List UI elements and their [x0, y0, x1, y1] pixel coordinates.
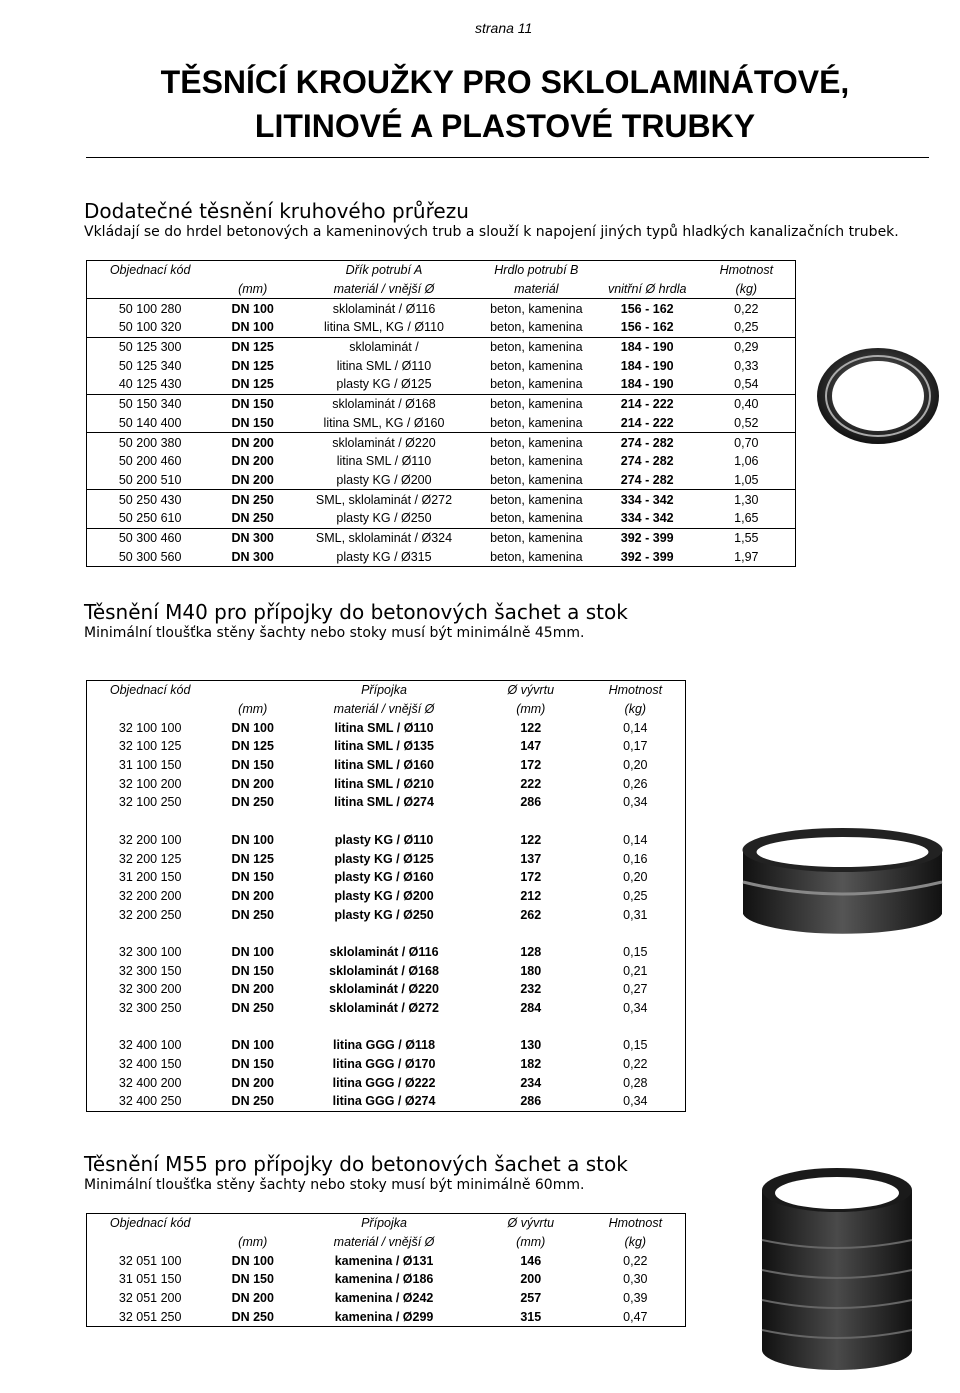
- table-cell: 0,15: [623, 944, 648, 959]
- table-cell: 0,17: [623, 739, 648, 754]
- table-cell: DN 200: [231, 982, 274, 997]
- table-cell: plasty KG / Ø250: [336, 511, 432, 526]
- table-cell: plasty KG / Ø125: [334, 851, 434, 866]
- table-cell: 0,70: [698, 433, 796, 452]
- table-cell: sklolaminát / Ø272: [329, 1001, 439, 1016]
- table-cell: 32 100 125: [118, 739, 182, 754]
- table-cell: kamenina / Ø186: [334, 1272, 434, 1287]
- table-cell: 1,97: [734, 549, 759, 564]
- table-cell: 0,14: [623, 720, 648, 735]
- table-cell: DN 200: [231, 1291, 274, 1306]
- header-cell: Dřík potrubí A: [345, 263, 423, 278]
- table-cell: DN 100: [231, 832, 274, 847]
- table-cell: kamenina / Ø299: [334, 1309, 434, 1324]
- table-cell: 184 - 190: [597, 337, 698, 356]
- table-cell: 1,05: [734, 472, 759, 487]
- table-row: [87, 868, 686, 887]
- table-cell: 50 200 460: [118, 454, 182, 469]
- table-cell: 184 - 190: [620, 358, 674, 373]
- table-cell: DN 150: [213, 394, 292, 413]
- table-cell: sklolaminát / Ø116: [292, 299, 476, 318]
- table-cell: 0,33: [734, 358, 759, 373]
- table-cell: litina SML / Ø110: [336, 454, 432, 469]
- table-cell: plasty KG / Ø315: [336, 549, 432, 564]
- table-cell: 128: [520, 944, 542, 959]
- table-cell: litina GGG / Ø222: [332, 1075, 436, 1090]
- table-cell: 50 140 400: [118, 415, 182, 430]
- table-row: [87, 1270, 686, 1289]
- table-cell: 0,21: [623, 963, 648, 978]
- table-cell: 284: [520, 1001, 542, 1016]
- table-cell: 200: [520, 1272, 542, 1287]
- table-cell: 147: [520, 739, 542, 754]
- table-cell: DN 200: [231, 888, 274, 903]
- table-cell: DN 150: [231, 1057, 274, 1072]
- table-cell: 32 200 100: [118, 832, 182, 847]
- header-cell: [597, 261, 698, 280]
- table-cell: 334 - 342: [597, 490, 698, 509]
- table-row: [87, 299, 796, 318]
- table-cell: DN 300: [213, 528, 292, 547]
- table-cell: 0,22: [623, 1253, 648, 1268]
- table-row: [87, 547, 796, 566]
- table-cell: 32 100 100: [118, 720, 182, 735]
- table-cell: beton, kamenina: [476, 433, 597, 452]
- table-cell: DN 100: [231, 320, 274, 335]
- table-cell: 0,34: [623, 1001, 648, 1016]
- table-row: [87, 471, 796, 490]
- table-cell: 32 200 125: [118, 851, 182, 866]
- header-cell: [87, 1233, 214, 1252]
- table-cell: SML, sklolaminát / Ø324: [292, 528, 476, 547]
- table-cell: DN 125: [231, 739, 274, 754]
- table-cell: DN 100: [231, 1253, 274, 1268]
- table-cell: beton, kamenina: [490, 472, 583, 487]
- header-cell: Přípojka: [361, 1216, 407, 1231]
- table-row: [87, 433, 796, 452]
- table-m40-seals: [86, 680, 686, 1112]
- table-row: [87, 905, 686, 924]
- table-cell: 0,31: [623, 907, 648, 922]
- header-cell: Ø vývrtu: [507, 683, 555, 698]
- table-cell: 180: [520, 963, 542, 978]
- header-cell: materiál / vnější Ø: [333, 282, 435, 297]
- table-cell: litina SML / Ø110: [334, 720, 434, 735]
- table-cell: 50 200 380: [87, 433, 214, 452]
- group-spacer: [87, 924, 686, 943]
- table-row: [87, 1289, 686, 1308]
- table-cell: litina SML / Ø210: [334, 776, 434, 791]
- table-cell: 1,55: [698, 528, 796, 547]
- table-cell: plasty KG / Ø200: [334, 888, 434, 903]
- table-cell: 1,06: [734, 454, 759, 469]
- header-cell: [87, 700, 214, 719]
- table-cell: 0,28: [623, 1075, 648, 1090]
- header-cell: materiál: [514, 282, 559, 297]
- header-cell: Objednací kód: [109, 683, 191, 698]
- table-cell: beton, kamenina: [490, 320, 583, 335]
- table-cell: 0,22: [623, 1057, 648, 1072]
- table-cell: 0,20: [623, 758, 648, 773]
- table-cell: 172: [520, 870, 542, 885]
- header-cell: Hmotnost: [719, 263, 774, 278]
- table-m55-seals: [86, 1213, 686, 1327]
- table-cell: 0,15: [623, 1038, 648, 1053]
- table-row: [87, 774, 686, 793]
- page-number: strana 11: [475, 20, 533, 36]
- table-cell: sklolaminát / Ø116: [329, 944, 439, 959]
- table-cell: 0,14: [623, 832, 648, 847]
- table-row: [87, 943, 686, 962]
- table-cell: 0,40: [698, 394, 796, 413]
- header-cell: materiál / vnější Ø: [333, 702, 435, 717]
- table-cell: 122: [520, 720, 542, 735]
- table-cell: sklolaminát / Ø168: [292, 394, 476, 413]
- table-row: [87, 1055, 686, 1074]
- table-row: [87, 414, 796, 433]
- table-cell: 32 100 200: [118, 776, 182, 791]
- table-cell: 262: [520, 907, 542, 922]
- section-2-intro: Minimální tloušťka stěny šachty nebo stoky musí být minimálně 45mm.: [84, 625, 585, 641]
- table-cell: litina SML / Ø110: [336, 358, 432, 373]
- table-cell: 137: [520, 851, 542, 866]
- table-cell: DN 125: [231, 358, 274, 373]
- table-cell: plasty KG / Ø250: [334, 907, 434, 922]
- table-cell: 50 300 460: [87, 528, 214, 547]
- table-cell: 50 125 300: [87, 337, 214, 356]
- table-cell: DN 200: [231, 776, 274, 791]
- table-cell: 32 300 200: [118, 982, 182, 997]
- table-cell: beton, kamenina: [490, 415, 583, 430]
- table-cell: 50 125 340: [118, 358, 182, 373]
- table-cell: 274 - 282: [597, 433, 698, 452]
- table-cell: 31 200 150: [118, 870, 182, 885]
- table-cell: 1,65: [734, 511, 759, 526]
- table-cell: litina SML, KG / Ø110: [324, 320, 444, 335]
- table-cell: 146: [520, 1253, 542, 1268]
- table-cell: 0,29: [698, 337, 796, 356]
- table-cell: beton, kamenina: [490, 511, 583, 526]
- table-cell: 32 300 100: [118, 944, 182, 959]
- header-cell: (mm): [516, 1235, 546, 1250]
- table-cell: DN 200: [213, 433, 292, 452]
- table-cell: 32 100 250: [118, 795, 182, 810]
- table-cell: 122: [520, 832, 542, 847]
- page-title-line-1: TĚSNÍCÍ KROUŽKY PRO SKLOLAMINÁTOVÉ,: [160, 64, 850, 100]
- table-cell: DN 300: [231, 549, 274, 564]
- header-cell: (mm): [238, 1235, 268, 1250]
- table-cell: 182: [520, 1057, 542, 1072]
- table-cell: DN 150: [231, 870, 274, 885]
- table-cell: beton, kamenina: [476, 490, 597, 509]
- table-cell: DN 100: [231, 720, 274, 735]
- table-cell: beton, kamenina: [476, 299, 597, 318]
- table-cell: plasty KG / Ø200: [336, 472, 432, 487]
- table-cell: 1,30: [698, 490, 796, 509]
- header-cell: (kg): [624, 1235, 647, 1250]
- table-row: [87, 452, 796, 471]
- table-cell: 184 - 190: [620, 377, 674, 392]
- table-row: [87, 509, 796, 528]
- header-cell: Objednací kód: [109, 1216, 191, 1231]
- table-cell: 32 400 200: [118, 1075, 182, 1090]
- table-cell: litina SML / Ø135: [334, 739, 434, 754]
- table-row: [87, 1307, 686, 1326]
- table-cell: kamenina / Ø242: [334, 1291, 434, 1306]
- table-cell: beton, kamenina: [476, 394, 597, 413]
- table-cell: 50 200 510: [118, 472, 182, 487]
- table-cell: 0,30: [623, 1272, 648, 1287]
- table-cell: DN 200: [231, 1075, 274, 1090]
- section-3-heading: Těsnění M55 pro přípojky do betonových šachet a stok: [84, 1152, 628, 1176]
- o-ring-seal-icon: [812, 344, 944, 448]
- table-cell: 32 400 250: [118, 1094, 182, 1109]
- table-cell: beton, kamenina: [490, 549, 583, 564]
- table-cell: 31 100 150: [118, 758, 182, 773]
- table-cell: 32 200 200: [118, 888, 182, 903]
- header-cell: (mm): [238, 282, 268, 297]
- table-cell: 0,16: [623, 851, 648, 866]
- table-cell: plasty KG / Ø125: [336, 377, 432, 392]
- table-cell: 32 400 100: [118, 1038, 182, 1053]
- table-row: [87, 1073, 686, 1092]
- header-cell: [87, 280, 214, 299]
- table-cell: DN 200: [231, 454, 274, 469]
- table-cell: 334 - 342: [620, 511, 674, 526]
- section-1-heading: Dodatečné těsnění kruhového průřezu: [84, 199, 469, 223]
- table-cell: DN 125: [231, 851, 274, 866]
- table-cell: 212: [520, 888, 542, 903]
- table-cell: DN 250: [231, 795, 274, 810]
- table-row: [87, 318, 796, 337]
- table-cell: 392 - 399: [620, 549, 674, 564]
- table-cell: 214 - 222: [597, 394, 698, 413]
- table-cell: 32 300 150: [118, 963, 182, 978]
- table-row: [87, 356, 796, 375]
- header-cell: Přípojka: [361, 683, 407, 698]
- header-cell: Hmotnost: [608, 683, 663, 698]
- table-cell: 0,22: [698, 299, 796, 318]
- table-header-row: [87, 681, 686, 700]
- table-cell: 315: [520, 1309, 542, 1324]
- table-cell: sklolaminát / Ø220: [329, 982, 439, 997]
- table-cell: litina GGG / Ø118: [332, 1038, 436, 1053]
- header-cell: [213, 261, 292, 280]
- table-cell: DN 200: [231, 472, 274, 487]
- table-cell: 274 - 282: [620, 472, 674, 487]
- table-cell: 50 250 610: [118, 511, 182, 526]
- header-cell: [213, 1214, 292, 1233]
- table-cell: 32 300 250: [118, 1001, 182, 1016]
- table-cell: beton, kamenina: [476, 528, 597, 547]
- table-cell: DN 250: [231, 1001, 274, 1016]
- table-header-row: [87, 1214, 686, 1233]
- table-cell: litina SML, KG / Ø160: [323, 415, 445, 430]
- table-cell: litina GGG / Ø274: [332, 1094, 436, 1109]
- table-row: [87, 999, 686, 1018]
- header-cell: (mm): [238, 702, 268, 717]
- table-cell: 156 - 162: [620, 320, 674, 335]
- header-cell: Objednací kód: [109, 263, 191, 278]
- table-cell: 214 - 222: [620, 415, 674, 430]
- table-cell: 0,20: [623, 870, 648, 885]
- table-cell: 31 051 150: [118, 1272, 182, 1287]
- table-cell: 50 100 280: [87, 299, 214, 318]
- table-header-row: [87, 261, 796, 280]
- table-cell: 0,26: [623, 776, 648, 791]
- table-cell: 286: [520, 795, 542, 810]
- table-row: [87, 887, 686, 906]
- table-cell: 32 400 150: [118, 1057, 182, 1072]
- header-cell: Hmotnost: [608, 1216, 663, 1231]
- table-cell: 40 125 430: [118, 377, 182, 392]
- table-cell: kamenina / Ø131: [334, 1253, 434, 1268]
- header-cell: (kg): [735, 282, 758, 297]
- table-cell: 286: [520, 1094, 542, 1109]
- section-3-intro: Minimální tloušťka stěny šachty nebo stoky musí být minimálně 60mm.: [84, 1177, 585, 1193]
- table-cell: 274 - 282: [620, 454, 674, 469]
- table-row: [87, 1036, 686, 1055]
- table-o-ring-seals: [86, 260, 796, 567]
- table-cell: DN 250: [231, 511, 274, 526]
- table-cell: beton, kamenina: [490, 358, 583, 373]
- table-header-row: [87, 280, 796, 299]
- header-cell: Hrdlo potrubí B: [494, 263, 579, 278]
- table-cell: 32 051 100: [118, 1253, 182, 1268]
- table-cell: DN 150: [231, 1272, 274, 1287]
- table-cell: DN 150: [231, 415, 274, 430]
- table-cell: 50 150 340: [87, 394, 214, 413]
- table-row: [87, 1092, 686, 1111]
- table-cell: 50 250 430: [87, 490, 214, 509]
- table-cell: 156 - 162: [597, 299, 698, 318]
- header-cell: (mm): [516, 702, 546, 717]
- table-cell: 50 300 560: [118, 549, 182, 564]
- table-cell: DN 250: [231, 907, 274, 922]
- table-cell: beton, kamenina: [490, 454, 583, 469]
- header-cell: vnitřní Ø hrdla: [607, 282, 687, 297]
- table-row: [87, 375, 796, 394]
- table-cell: 257: [520, 1291, 542, 1306]
- table-row: [87, 337, 796, 356]
- table-cell: 392 - 399: [597, 528, 698, 547]
- table-cell: 0,25: [623, 888, 648, 903]
- table-cell: DN 125: [213, 337, 292, 356]
- table-cell: DN 125: [231, 377, 274, 392]
- table-cell: DN 100: [231, 1038, 274, 1053]
- table-cell: 32 051 200: [118, 1291, 182, 1306]
- table-cell: plasty KG / Ø160: [334, 870, 434, 885]
- table-cell: 0,52: [734, 415, 759, 430]
- group-spacer: [87, 812, 686, 831]
- table-cell: beton, kamenina: [490, 377, 583, 392]
- table-row: [87, 831, 686, 850]
- table-row: [87, 793, 686, 812]
- table-row: [87, 756, 686, 775]
- header-cell: Ø vývrtu: [507, 1216, 555, 1231]
- table-row: [87, 718, 686, 737]
- header-cell: materiál / vnější Ø: [333, 1235, 435, 1250]
- table-row: [87, 961, 686, 980]
- table-cell: DN 250: [231, 1309, 274, 1324]
- table-cell: sklolaminát /: [292, 337, 476, 356]
- table-cell: 0,39: [623, 1291, 648, 1306]
- table-cell: 0,47: [623, 1309, 648, 1324]
- table-header-row: [87, 700, 686, 719]
- table-row: [87, 490, 796, 509]
- table-cell: 0,25: [734, 320, 759, 335]
- table-cell: 32 051 250: [118, 1309, 182, 1324]
- m40-seal-icon: [735, 822, 950, 937]
- title-divider: [86, 157, 929, 158]
- table-cell: sklolaminát / Ø220: [292, 433, 476, 452]
- table-cell: DN 100: [231, 944, 274, 959]
- m55-seal-icon: [757, 1160, 917, 1375]
- section-1-intro: Vkládají se do hrdel betonových a kameninových trub a slouží k napojení jiných typů hladkých kanalizačních trubek.: [84, 224, 899, 240]
- table-cell: DN 150: [231, 963, 274, 978]
- table-cell: 222: [520, 776, 542, 791]
- table-cell: DN 150: [231, 758, 274, 773]
- table-row: [87, 849, 686, 868]
- table-cell: 50 100 320: [118, 320, 182, 335]
- table-cell: 0,27: [623, 982, 648, 997]
- table-cell: 172: [520, 758, 542, 773]
- table-cell: SML, sklolaminát / Ø272: [292, 490, 476, 509]
- table-cell: plasty KG / Ø110: [334, 832, 434, 847]
- table-cell: litina GGG / Ø170: [332, 1057, 436, 1072]
- section-2-heading: Těsnění M40 pro přípojky do betonových šachet a stok: [84, 600, 628, 624]
- table-cell: 130: [520, 1038, 542, 1053]
- table-cell: beton, kamenina: [476, 337, 597, 356]
- table-cell: 234: [520, 1075, 542, 1090]
- header-cell: (kg): [624, 702, 647, 717]
- table-cell: DN 100: [213, 299, 292, 318]
- table-cell: litina SML / Ø160: [334, 758, 434, 773]
- table-row: [87, 980, 686, 999]
- table-row: [87, 528, 796, 547]
- table-cell: 0,34: [623, 795, 648, 810]
- table-cell: sklolaminát / Ø168: [329, 963, 439, 978]
- table-row: [87, 1251, 686, 1270]
- table-header-row: [87, 1233, 686, 1252]
- page-title-line-2: LITINOVÉ A PLASTOVÉ TRUBKY: [254, 108, 756, 144]
- header-cell: [213, 681, 292, 700]
- table-cell: DN 250: [213, 490, 292, 509]
- table-cell: litina SML / Ø274: [334, 795, 434, 810]
- table-cell: 0,34: [623, 1094, 648, 1109]
- table-row: [87, 394, 796, 413]
- table-cell: DN 250: [231, 1094, 274, 1109]
- table-cell: 232: [520, 982, 542, 997]
- group-spacer: [87, 1017, 686, 1036]
- table-cell: 0,54: [734, 377, 759, 392]
- table-cell: 32 200 250: [118, 907, 182, 922]
- table-row: [87, 737, 686, 756]
- page-title: [0, 60, 960, 148]
